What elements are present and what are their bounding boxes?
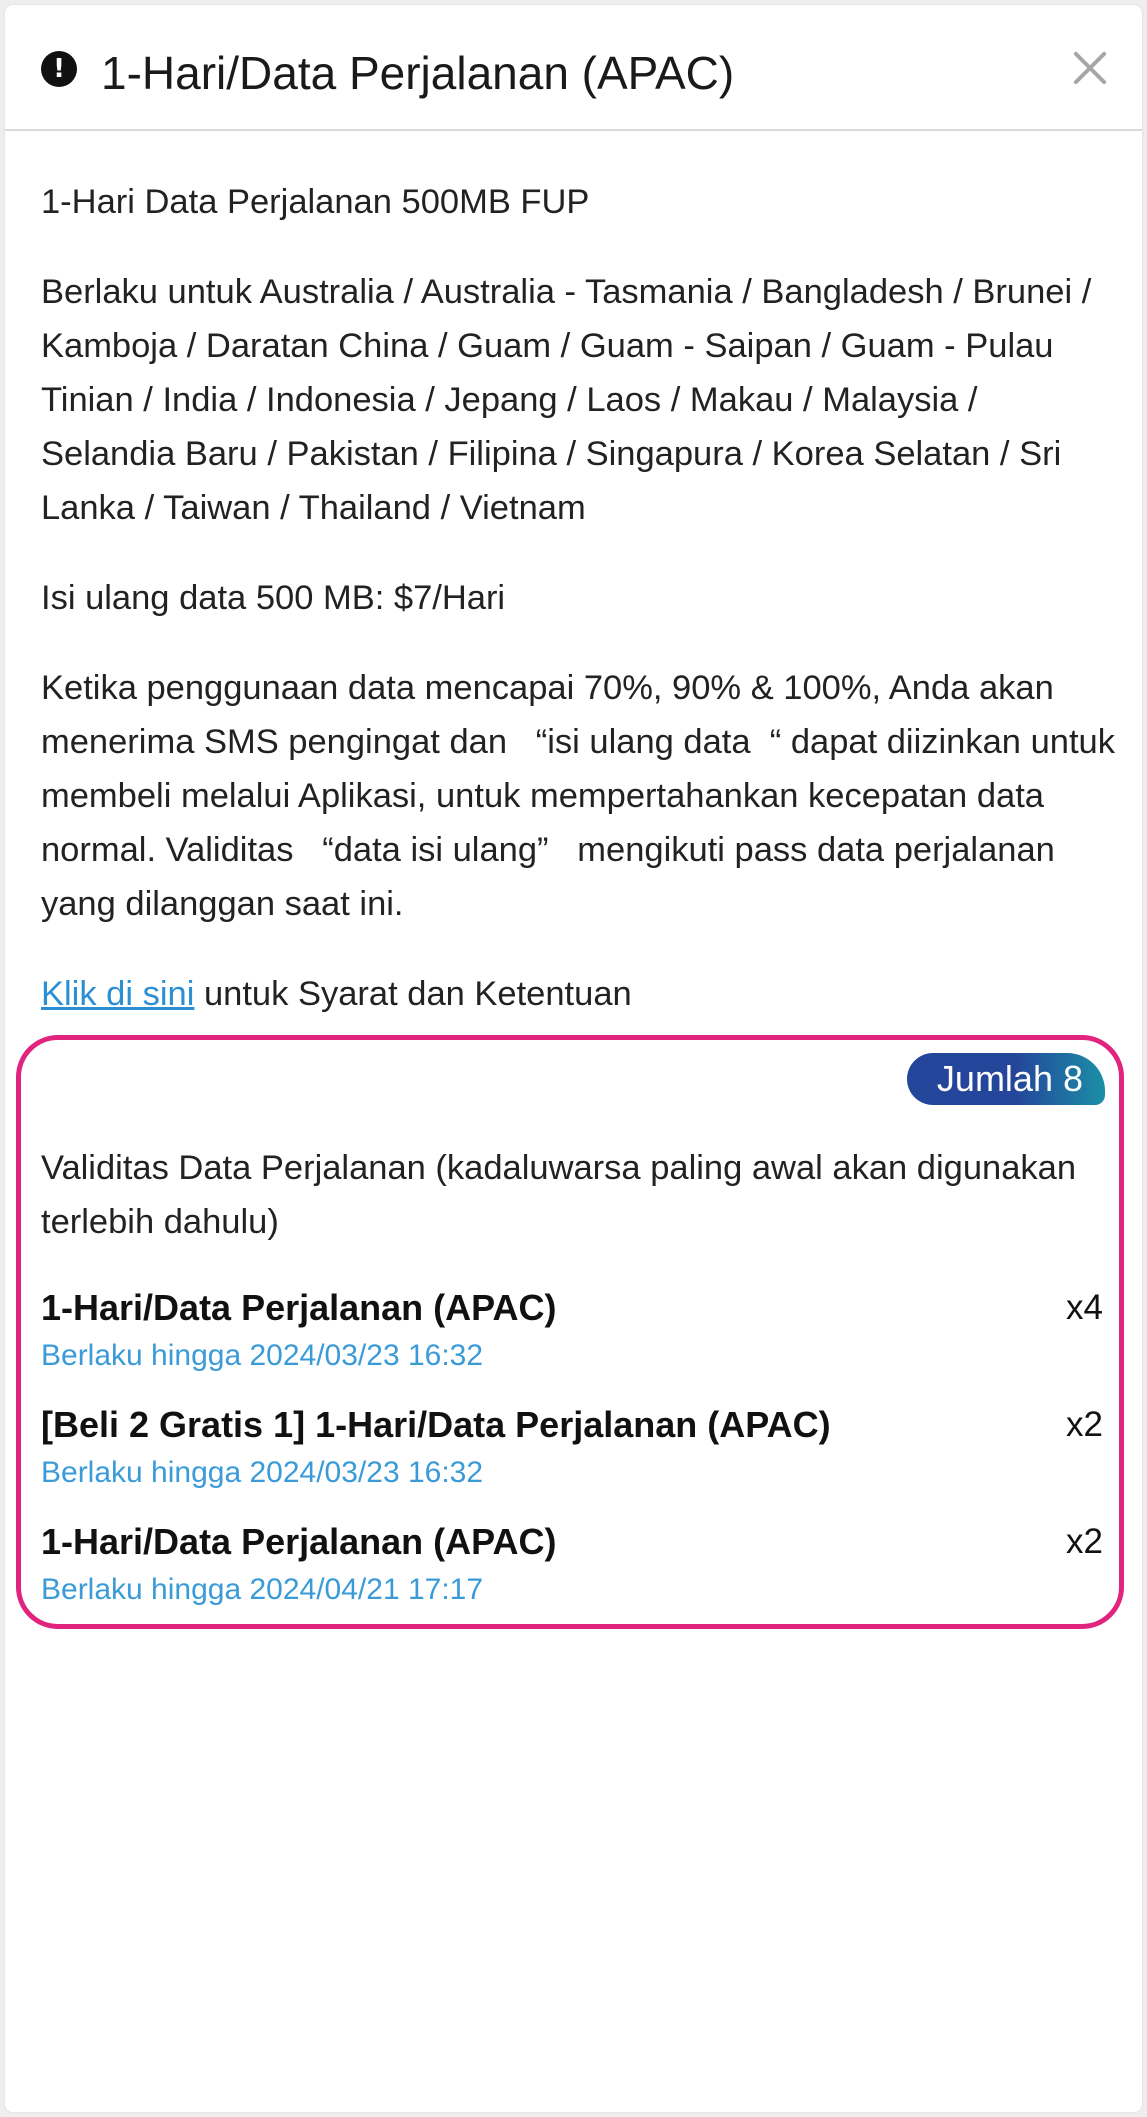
pass-expiry: Berlaku hingga 2024/03/23 16:32: [41, 1339, 484, 1372]
validity-description: Validitas Data Perjalanan (kadaluwarsa paling awal akan digunakan terlebih dahulu): [41, 1149, 1077, 1241]
plan-name: 1-Hari Data Perjalanan 500MB FUP: [41, 183, 590, 221]
count-badge: Jumlah 8: [907, 1053, 1105, 1105]
terms-suffix: untuk Syarat dan Ketentuan: [194, 975, 632, 1013]
terms-link[interactable]: Klik di sini: [41, 975, 195, 1013]
pass-name: [Beli 2 Gratis 1] 1-Hari/Data Perjalanan (APAC): [41, 1404, 831, 1445]
list-item: [41, 1283, 1103, 1383]
pass-expiry: Berlaku hingga 2024/04/21 17:17: [41, 1573, 484, 1606]
pass-quantity: x4: [1066, 1288, 1103, 1327]
coverage-text: Berlaku untuk Australia / Australia - Tasmania / Bangladesh / Brunei / Kamboja / Daratan China / Guam / Guam - Saipan / Guam - Pulau Tinian / India / Indonesia / Jepang / Laos / Makau / Malaysia / Selandia Baru / Pakistan / Filipina / Singapura / Korea Selatan / Sri Lanka / Taiwan / Thailand / Vietnam: [41, 273, 1092, 527]
list-item: [41, 1517, 1103, 1617]
dialog-title: 1-Hari/Data Perjalanan (APAC): [101, 47, 735, 99]
terms-line: [41, 967, 1121, 1021]
pass-expiry: Berlaku hingga 2024/03/23 16:32: [41, 1456, 484, 1489]
travel-data-dialog: [5, 5, 1142, 2112]
list-item: [41, 1400, 1103, 1500]
pass-name: 1-Hari/Data Perjalanan (APAC): [41, 1287, 557, 1328]
topup-text: Isi ulang data 500 MB: $7/Hari: [41, 579, 506, 617]
exclamation-circle-icon: !: [41, 51, 77, 87]
notice-text: Ketika penggunaan data mencapai 70%, 90% & 100%, Anda akan menerima SMS pengingat dan “isi ulang data “ dapat diizinkan untuk membeli melalui Aplikasi, untuk mempertahankan kecepatan data normal. Validitas “data isi ulang” mengikuti pass data perjalanan yang dilanggan saat ini.: [41, 669, 1115, 923]
close-button[interactable]: [1064, 43, 1114, 93]
dialog-header: [5, 5, 1142, 131]
plan-details: [41, 175, 1121, 1057]
pass-quantity: x2: [1066, 1522, 1103, 1561]
pass-quantity: x2: [1066, 1405, 1103, 1444]
validity-section: [16, 1035, 1124, 1629]
pass-name: 1-Hari/Data Perjalanan (APAC): [41, 1521, 557, 1562]
